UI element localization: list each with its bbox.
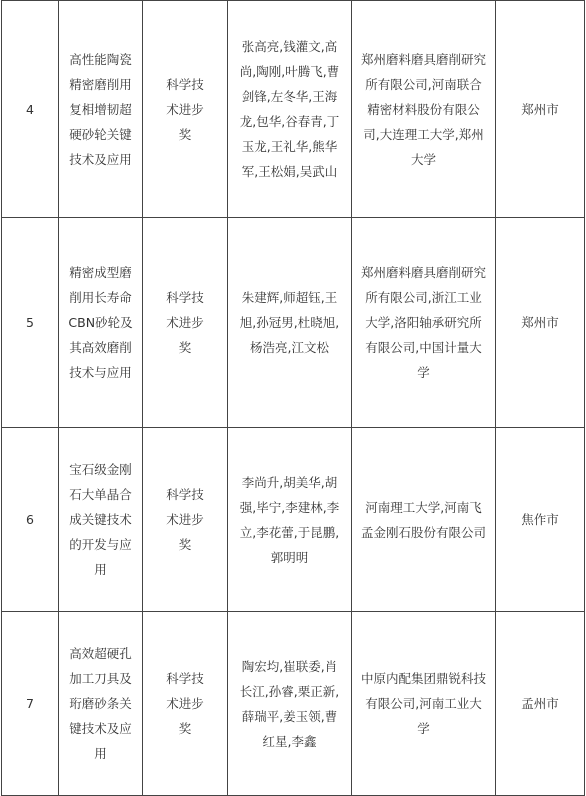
project-name: 高效超硬孔加工刀具及珩磨砂条关键技术及应用 [59, 612, 143, 796]
row-number: 5 [2, 218, 59, 428]
completing-units: 中原内配集团鼎锐科技有限公司,河南工业大学 [352, 612, 496, 796]
city: 焦作市 [496, 428, 585, 612]
table-row [2, 428, 585, 612]
main-contributors: 朱建辉,师超钰,王旭,孙冠男,杜晓旭,杨浩亮,江文松 [228, 218, 352, 428]
project-name: 宝石级金刚石大单晶合成关键技术的开发与应用 [59, 428, 143, 612]
award-type: 科学技术进步奖 [143, 428, 228, 612]
city: 郑州市 [496, 218, 585, 428]
award-type: 科学技术进步奖 [143, 1, 228, 218]
completing-units: 河南理工大学,河南飞孟金刚石股份有限公司 [352, 428, 496, 612]
project-name: 高性能陶瓷精密磨削用复相增韧超硬砂轮关键技术及应用 [59, 1, 143, 218]
city: 郑州市 [496, 1, 585, 218]
award-type: 科学技术进步奖 [143, 612, 228, 796]
table-row [2, 612, 585, 796]
completing-units: 郑州磨料磨具磨削研究所有限公司,浙江工业大学,洛阳轴承研究所有限公司,中国计量大学 [352, 218, 496, 428]
main-contributors: 张高亮,钱灌文,高尚,陶刚,叶腾飞,曹剑锋,左冬华,王海龙,包华,谷春青,丁玉龙,王礼华,熊华军,王松娟,吴武山 [228, 1, 352, 218]
award-type: 科学技术进步奖 [143, 218, 228, 428]
project-name: 精密成型磨削用长寿命CBN砂轮及其高效磨削技术与应用 [59, 218, 143, 428]
main-contributors: 李尚升,胡美华,胡强,毕宁,李建林,李立,李花蕾,于昆鹏,郭明明 [228, 428, 352, 612]
row-number: 6 [2, 428, 59, 612]
city: 孟州市 [496, 612, 585, 796]
row-number: 4 [2, 1, 59, 218]
table-row [2, 1, 585, 218]
completing-units: 郑州磨料磨具磨削研究所有限公司,河南联合精密材料股份有限公司,大连理工大学,郑州大学 [352, 1, 496, 218]
table-row [2, 218, 585, 428]
main-contributors: 陶宏均,崔联委,肖长江,孙睿,栗正新,薛瑞平,姜玉领,曹红星,李鑫 [228, 612, 352, 796]
awards-table [1, 0, 585, 796]
row-number: 7 [2, 612, 59, 796]
